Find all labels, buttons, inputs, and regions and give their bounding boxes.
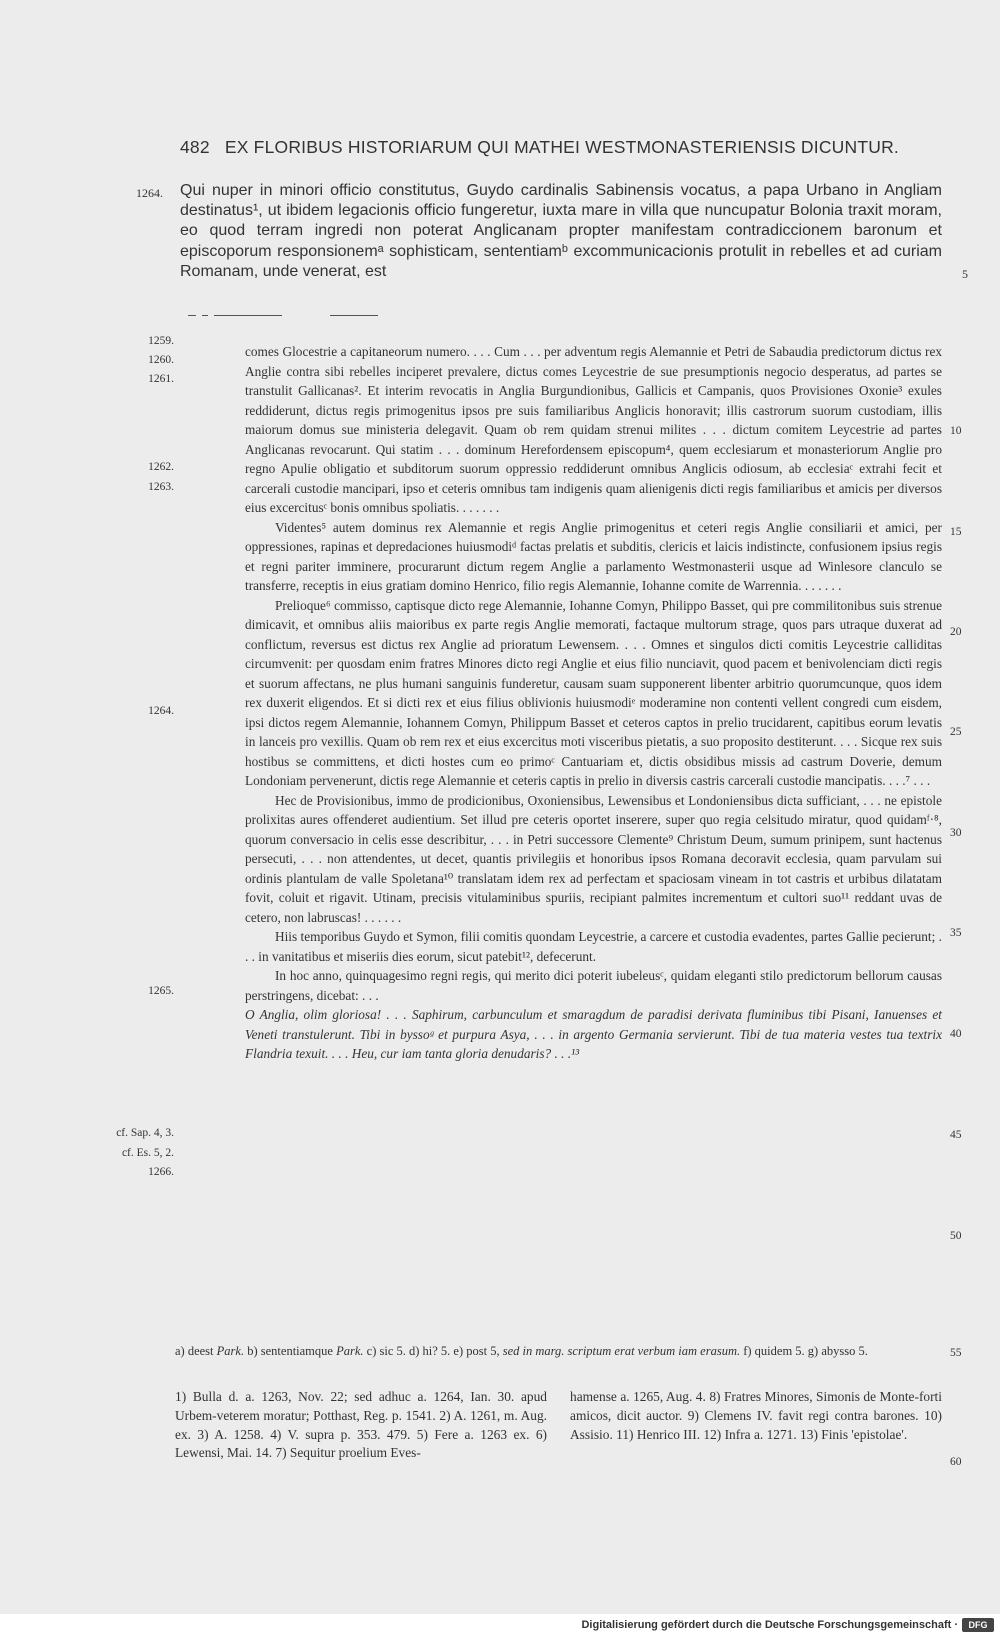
margin-year: 1259. [148, 335, 174, 347]
page-number: 482 [180, 137, 210, 157]
running-title: EX FLORIBUS HISTORIARUM QUI MATHEI WESTMONASTERIENSIS DICUNTUR. [224, 137, 899, 157]
margin-year: 1264. [148, 705, 174, 717]
footnotes-left-column: 1) Bulla d. a. 1263, Nov. 22; sed adhuc a. 1264, Ian. 30. apud Urbem-veterem moratur; Potthast, Reg. p. 1541. 2) A. 1261, m. Aug. ex. 3) A. 1258. 4) V. supra p. 353. 479. 5) Fere a. 1263 ex. 6) Lewensi, Mai. 14. 7) Sequitur proelium Eves- [175, 1389, 547, 1461]
line-number: 30 [950, 827, 962, 839]
margin-year: 1260. [148, 354, 174, 366]
quote-text: O Anglia, olim gloriosa! . . . Saphirum, carbunculum et smaragdum de paradisi derivata fluminibus tibi Pisani, Ianuenses et Veneti transtulerunt. Tibi in byssoᵍ et purpura Asya, . . . in argento Germania servierunt. Tibi de tua materia vestes tua textrix Flandria texuit. . . . Heu, cur iam tanta gloria denudaris? . . .¹³ [245, 1007, 942, 1061]
line-numbers [950, 0, 980, 1636]
line-number: 55 [950, 1347, 962, 1359]
excerpt-block [245, 342, 942, 1064]
line-number: 50 [950, 1230, 962, 1242]
line-number: 40 [950, 1028, 962, 1040]
excerpt-paragraph: In hoc anno, quinquagesimo regni regis, qui merito dici poterit iubeleusᶜ, quidam eleganti stilo predictorum bellorum causas perstringens, dicebat: . . . [245, 968, 942, 1003]
footnote-text: c) sic 5. d) hi? 5. e) post 5, [363, 1344, 503, 1358]
footnote-text: f) quidem 5. g) abysso 5. [740, 1344, 868, 1358]
line-number: 45 [950, 1129, 962, 1141]
main-year: 1264. [136, 186, 163, 200]
footnote-text: Park. [336, 1344, 364, 1358]
margin-citation: cf. Sap. 4, 3. [116, 1127, 174, 1139]
excerpt-paragraph: Hiis temporibus Guydo et Symon, filii comitis quondam Leycestrie, a carcere et custodia evadentes, partes Gallie pecierunt; . . . in vanitatibus et miseriis dies eorum, sicut patebit¹², defecerunt. [245, 929, 942, 964]
margin-year: 1262. [148, 461, 174, 473]
main-text-block [136, 181, 968, 282]
line-number: 10 [950, 425, 962, 437]
numbered-footnotes [175, 1388, 945, 1463]
line-number-5: 5 [962, 267, 968, 281]
line-number: 25 [950, 726, 962, 738]
footnotes-right-column: hamense a. 1265, Aug. 4. 8) Fratres Minores, Simonis de Monte-forti amicos, dicit auctor. 9) Clemens IV. favit regi contra barones. 10) Assisio. 11) Henrico III. 12) Infra a. 1271. 13) Finis 'epistolae'. [570, 1389, 942, 1442]
margin-year: 1261. [148, 373, 174, 385]
excerpt-paragraph: Hec de Provisionibus, immo de prodicionibus, Oxoniensibus, Lewensibus et Londoniensibus dicta sufficiant, . . . ne epistole prolixitas aures offenderet audientium. Set illud pre ceteris oportet inserere, super quo regia celsitudo miratur, quod quidamᶠ·⁸, quorum conversacio in celis esse describitur, . . . in Petri successore Clemente⁹ Christum Deum, sumum prinipem, sunt hactenus persecuti, . . . non attendentes, ut decet, quantis privilegiis et honoribus ipsos Romana decoravit ecclesia, quam parvulam sui ordinis plantulam de valle Spoletana¹⁰ translatam idem rex ad perfectam et spaciosam vineam in tot castris et urbibus dilatatam fovit, coluit et rigavit. Utinam, precisis vitulaminibus spuriis, recipiant palmites incrementum et cultori suo¹¹ reddant uvas de cetero, non labruscas! . . . . . . [245, 792, 942, 925]
margin-year: 1266. [148, 1166, 174, 1178]
excerpt-paragraph: comes Glocestrie a capitaneorum numero. . . . Cum . . . per adventum regis Alemannie et Petri de Sabaudia predictorum dictus rex Anglie contra sibi rebelles inciperet prevalere, dictus comes Leycestrie de sue presumptionis negocio desperatus, ad partes se transtulit Gallicanas². Et interim revocatis in Anglia Burgundionibus, Gallicis et Campanis, quos Provisiones Oxonie³ exules reddiderunt, dictus regis primogenitus ipsos pre suis familiaribus Anglicis honoravit; illis castrorum suorum custodiam, illis maiorum domus sue ministeria delegavit. Quam ob rem quidam strenui milites . . . dictum comitem Leycestrie ad partes Anglicanas revocarunt. Qui statim . . . dominum Herefordensem episcopum⁴, quem ecclesiarum et monasteriorum Anglie pro regno Apulie obligatio et subditorum suorum oppressio reddiderunt omnibus Anglicis odiosum, ab ecclesiaᶜ extrahi fecit et carcerali custodie mancipari, ipso et ceteris omnibus tam indigenis quam alienigenis dicti regis familiaribus et amicis per diversos eius excercitusᶜ bonis omnibus spoliatis. . . . . . . [245, 344, 942, 515]
apparatus-footnotes [175, 1342, 945, 1360]
footnote-text: b) sententiamque [244, 1344, 337, 1358]
dfg-logo: DFG [962, 1618, 994, 1632]
main-paragraph: Qui nuper in minori officio constitutus, Guydo cardinalis Sabinensis vocatus, a papa Urbano in Angliam destinatus¹, ut ibidem legacionis officio fungeretur, iuxta mare in villa que nuncupatur Bolonia traxit moram, eo quod terram ingredi non poterat Anglicanam propter manifestam contradiccionem baronum et episcoporum responsionemᵃ sophisticam, sententiamᵇ excommunicacionis protulit in rebelles et ad curiam Romanam, unde venerat, est [180, 182, 942, 280]
line-number: 20 [950, 626, 962, 638]
excerpt-paragraph: Prelioque⁶ commisso, captisque dicto rege Alemannie, Iohanne Comyn, Philippo Basset, qui pre commilitonibus suis strenue dimicavit, et omnibus aliis maioribus ex parte regis Anglie memorati, factaque multorum strage, quos pars utraque duxerat ad conflictum, reversus est dictus rex Anglie ad prioratum Lewensem. . . . Omnes et singulos dicti comitis Leycestrie calliditas circumvenit: per quosdam enim fratres Minores dicto regi Anglie et eius filio nunciavit, quod pacem et benivolenciam dicti regis et suorum affectans, ne plus humani sanguinis funderetur, causam suam supponerent libenter arbitrio quorumcunque, quos idem rex duxerit eligendos. Et si dicti rex et eius filius oblivionis huiusmodiᵉ moderamine non contenti vellent congredi cum eisdem, ipsi dictos regem Alemannie, Iohannem Comyn, Philippum Basset et ceteros captos in prelio trucidarent, capitibus eorum levatis in lanceis pro vexillis. Quam ob rem rex et eius excercitus moti visceribus pietatis, a suo proposito destiterunt. . . . Sicque rex suis hostibus se committens, et dicti hostes cum eo primoᶜ Cantuariam et, dictis obsidibus missis ad castrum Doverie, demum Londoniam pervenerunt, dictis rege Alemannie et ceteris captis in prelio in diversis castris carcerali custodie mancipatis. . . .⁷ . . . [245, 597, 942, 788]
margin-year: 1265. [148, 985, 174, 997]
footnote-text: a) deest [175, 1344, 217, 1358]
margin-years [110, 0, 174, 1636]
margin-year: 1263. [148, 481, 174, 493]
separator-rule [180, 315, 380, 318]
margin-citation: cf. Es. 5, 2. [121, 1147, 174, 1159]
footnote-text: sed in marg. scriptum erat verbum iam erasum. [502, 1344, 741, 1358]
line-number: 60 [950, 1456, 962, 1468]
footer-credit: Digitalisierung gefördert durch die Deutsche Forschungsgemeinschaft · [581, 1619, 958, 1631]
excerpt-paragraph: Videntes⁵ autem dominus rex Alemannie et regis Anglie primogenitus et ceteri regis Anglie consiliarii et amici, per oppressiones, rapinas et depredaciones huiusmodiᵈ factas prelatis et subditis, clericis et laicis indistincte, confusionem ipsius regis et regni pariter imminere, procurarunt dictum regem Anglie a parlamento Westmonasterii usque ad Winlesore clanculo se transferre, receptis in eius gratiam domino Henrico, filio regis Alemannie, Iohanne comite de Warrennia. . . . . . . [245, 519, 942, 593]
footnote-text: Park. [216, 1344, 245, 1358]
page-header [180, 137, 940, 158]
excerpt-quote-paragraph [245, 1005, 942, 1064]
line-number: 15 [950, 526, 962, 538]
line-number: 35 [950, 927, 962, 939]
